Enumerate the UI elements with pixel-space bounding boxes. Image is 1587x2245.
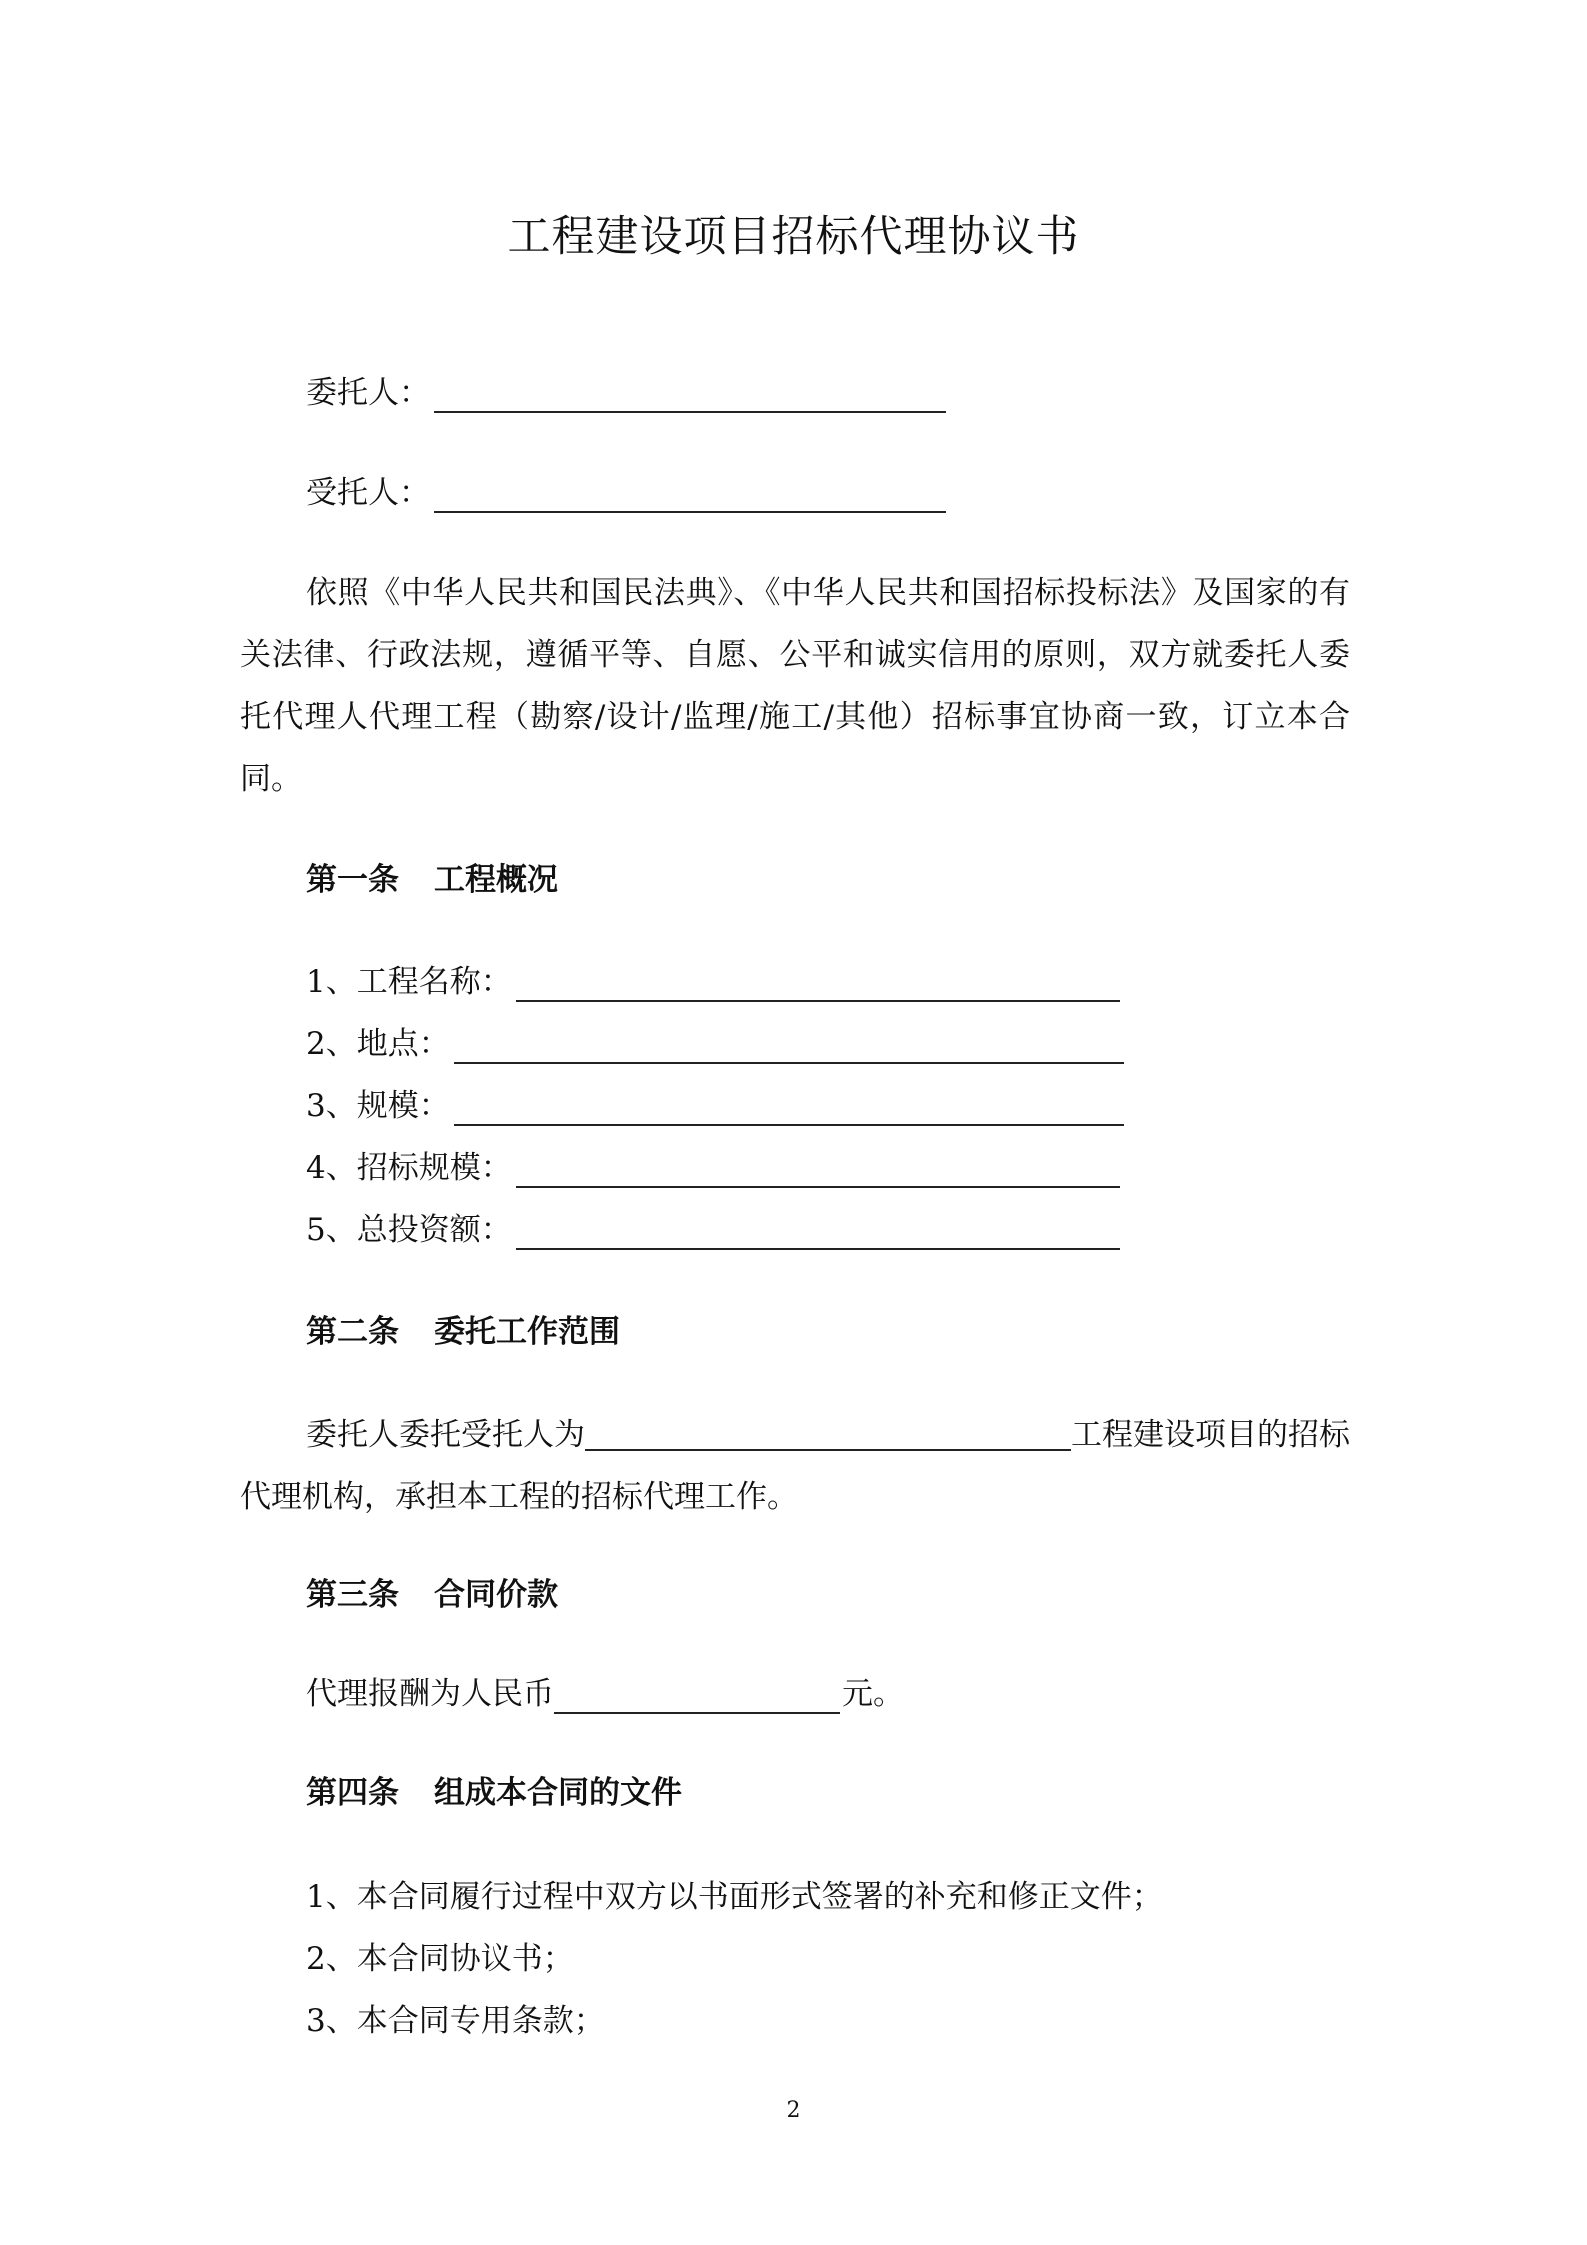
agent-row [306, 473, 946, 513]
article1-item [306, 1086, 1124, 1126]
article1-item-label: 2、地点： [306, 1026, 450, 1062]
article4-title: 组成本合同的文件 [434, 1775, 682, 1811]
article1-title: 工程概况 [434, 862, 558, 898]
article1-item [306, 1024, 1124, 1064]
project-name-blank[interactable] [516, 970, 1120, 1002]
total-investment-blank[interactable] [516, 1218, 1120, 1250]
article2-text-after: 工程建设项目的招标代理机构，承担本工程的招标代理工作。 [240, 1417, 1350, 1515]
article1-item [306, 1148, 1120, 1188]
article3-row [306, 1674, 904, 1714]
principal-blank[interactable] [434, 381, 946, 413]
article4-heading [306, 1773, 682, 1813]
article1-item-label: 1、工程名称： [306, 964, 512, 1000]
article2-text-before: 委托人委托受托人为 [306, 1417, 585, 1453]
article3-text-before: 代理报酬为人民币 [306, 1676, 554, 1712]
article4-number: 第四条 [306, 1775, 399, 1811]
agency-fee-blank[interactable] [554, 1682, 840, 1714]
article1-item-label: 5、总投资额： [306, 1212, 512, 1248]
article2-title: 委托工作范围 [434, 1314, 620, 1350]
preamble-paragraph: 依照《中华人民共和国民法典》、《中华人民共和国招标投标法》及国家的有关法律、行政法规，遵循平等、自愿、公平和诚实信用的原则，双方就委托人委托代理人代理工程（勘察/设计/监理/施工/其他）招标事宜协商一致，订立本合同。 [240, 575, 1350, 797]
agent-blank[interactable] [434, 481, 946, 513]
article4-item: 2、本合同协议书； [306, 1941, 574, 1977]
document-title: 工程建设项目招标代理协议书 [507, 212, 1080, 262]
article3-text-after: 元。 [842, 1676, 904, 1712]
principal-label: 委托人： [306, 375, 430, 411]
principal-row [306, 373, 946, 413]
article1-number: 第一条 [306, 862, 399, 898]
article2-heading [306, 1312, 620, 1352]
article1-item [306, 962, 1120, 1002]
article3-title: 合同价款 [434, 1577, 558, 1613]
article1-heading [306, 860, 558, 900]
article1-item-label: 4、招标规模： [306, 1150, 512, 1186]
article1-item-label: 3、规模： [306, 1088, 450, 1124]
article2-number: 第二条 [306, 1314, 399, 1350]
bidding-scale-blank[interactable] [516, 1156, 1120, 1188]
agent-label: 受托人： [306, 475, 430, 511]
location-blank[interactable] [454, 1032, 1124, 1064]
article3-heading [306, 1575, 558, 1615]
article2-paragraph [240, 1404, 1350, 1528]
scale-blank[interactable] [454, 1094, 1124, 1126]
article3-number: 第三条 [306, 1577, 399, 1613]
article1-item [306, 1210, 1120, 1250]
page-number: 2 [786, 2098, 801, 2123]
article4-item: 3、本合同专用条款； [306, 2003, 605, 2039]
article4-item: 1、本合同履行过程中双方以书面形式签署的补充和修正文件； [306, 1879, 1163, 1915]
project-scope-blank[interactable] [585, 1419, 1071, 1451]
